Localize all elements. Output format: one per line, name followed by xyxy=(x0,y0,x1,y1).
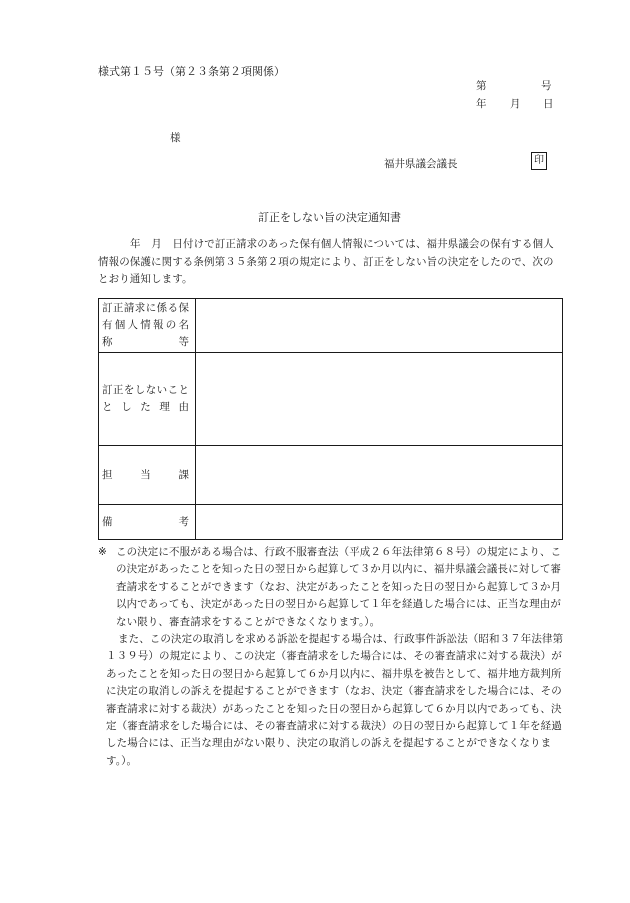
remarks-value xyxy=(196,505,563,540)
row-label-reason: 訂正をしないこととした理由 xyxy=(102,384,189,413)
row-label-department: 担 当 課 xyxy=(102,468,189,481)
document-number-prefix: 第 xyxy=(476,80,487,92)
seal-box: 印 xyxy=(531,152,547,170)
notes-section xyxy=(98,544,564,770)
record-name-value xyxy=(196,299,563,353)
note-paragraph-lawsuit: また、この決定の取消しを求める訴訟を提起する場合は、行政事件訴訟法（昭和３７年法律第１３９号）の規定により、この決定（審査請求をした場合には、その審査請求に対する裁決）があったことを知った日の翌日から起算して６か月以内に、福井県を被告として、福井地方裁判所に決定の取消しの訴えを提起することができます（なお、決定（審査請求をした場合には、その審査請求に対する裁決）があったことを知った日の翌日から起算して６か月以内であっても、決定（審査請求をした場合には、その審査請求に対する裁決）の日の翌日から起算して１年を経過した場合には、正当な理由がない限り、決定の取消しの訴えを提起することができなくなります。）。 xyxy=(106,633,564,767)
date-year-label: 年 xyxy=(476,98,487,110)
intro-paragraph: 年 月 日付けで訂正請求のあった保有個人情報については、福井県議会の保有する個人情報の保護に関する条例第３５条第２項の規定により、訂正をしない旨の決定をしたので、次のとおり通知します。 xyxy=(98,238,554,285)
department-value xyxy=(196,446,563,505)
row-label-record-name: 訂正請求に係る保有個人情報の名 称 等 xyxy=(102,302,210,348)
table-label-cell xyxy=(99,446,196,505)
table-row xyxy=(99,353,563,446)
document-number-suffix: 号 xyxy=(541,80,552,92)
date-day-label: 日 xyxy=(543,98,554,110)
document-title: 訂正をしない旨の決定通知書 xyxy=(258,211,401,224)
note-mark: ※ xyxy=(98,546,107,558)
table-row xyxy=(99,446,563,505)
sender-name: 福井県議会議長 xyxy=(384,158,458,170)
addressee-honorific: 様 xyxy=(170,132,181,144)
table-label-cell xyxy=(99,299,210,353)
row-label-remarks: 備 考 xyxy=(102,515,189,528)
table-label-cell xyxy=(99,353,196,446)
reason-value xyxy=(196,353,563,446)
info-table xyxy=(98,298,563,540)
table-row xyxy=(99,505,563,540)
note-paragraph-appeal: この決定に不服がある場合は、行政不服審査法（平成２６年法律第６８号）の規定により、この決定があったことを知った日の翌日から起算して３か月以内に、福井県議会議長に対して審査請求をすることができます（なお、決定があったことを知った日の翌日から起算して３か月以内であっても、決定があった日の翌日から起算して１年を経過した場合には、正当な理由がない限り、審査請求をすることができなくなります。）。 xyxy=(116,546,562,628)
date-month-label: 月 xyxy=(510,98,521,110)
form-number: 様式第１５号（第２３条第２項関係） xyxy=(98,65,285,78)
table-label-cell xyxy=(99,505,196,540)
table-row xyxy=(99,299,563,353)
